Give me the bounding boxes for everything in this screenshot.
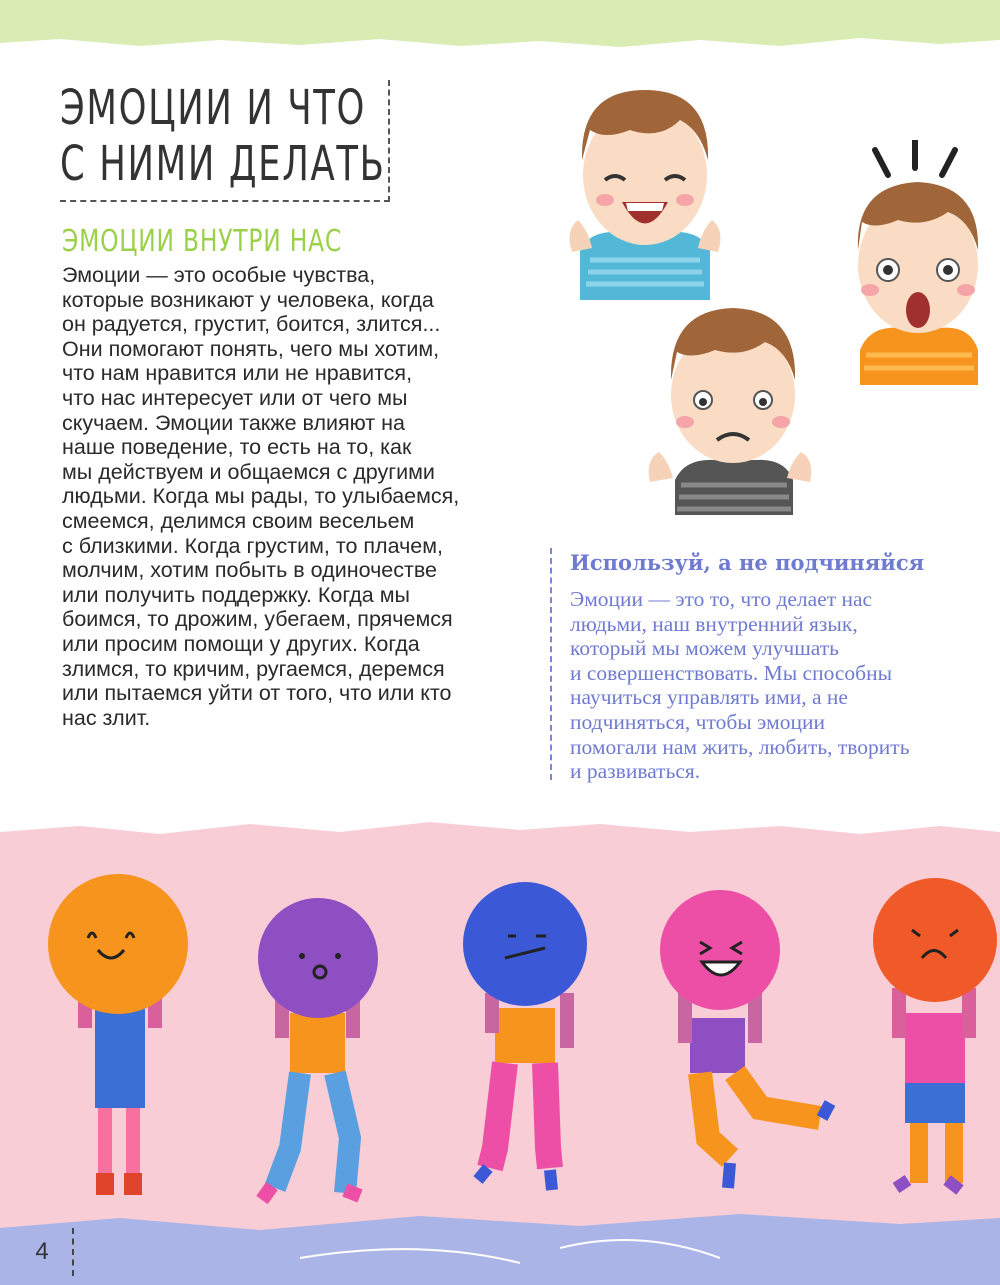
section-subtitle: ЭМОЦИИ ВНУТРИ НАС (62, 224, 343, 259)
title-line-1: ЭМОЦИИ И ЧТО (60, 80, 367, 136)
text-line: или получить поддержку. Когда мы (62, 582, 410, 607)
emotion-figures-illustration (0, 818, 1000, 1285)
text-line: смеемся, делимся своим весельем (62, 508, 415, 533)
text-line: молчим, хотим побыть в одиночестве (62, 558, 437, 583)
text-line: или просим помощи у других. Когда (62, 631, 420, 656)
text-line: нас злит. (62, 705, 151, 730)
tip-line: и совершенствовать. Мы способны (570, 660, 893, 685)
text-line: Эмоции — это особые чувства, (62, 263, 376, 287)
tip-line: помогали нам жить, любить, творить (570, 734, 910, 759)
tip-line: научиться управлять ими, а не (570, 685, 848, 710)
boy-sad-illustration (645, 300, 815, 515)
text-line: или пытаемся уйти от того, что или кто (62, 681, 452, 706)
text-line: что нам нравится или не нравится, (62, 361, 413, 386)
page-number: 4 (12, 1228, 74, 1276)
text-line: наше поведение, то есть на то, как (62, 435, 412, 460)
text-line: Они помогают понять, чего мы хотим, (62, 336, 440, 361)
tip-title: Используй, а не подчиняйся (570, 550, 925, 575)
text-line: людьми. Когда мы рады, то улыбаемся, (62, 484, 460, 509)
boy-surprised-illustration (830, 140, 1000, 385)
tip-box (550, 548, 1000, 784)
text-line: боимся, то дрожим, убегаем, прячемся (62, 607, 453, 632)
text-line: скучаем. Эмоции также влияют на (62, 410, 405, 435)
title-line-2: С НИМИ ДЕЛАТЬ (60, 136, 386, 192)
tip-line: Эмоции — это то, что делает нас (570, 587, 873, 611)
boy-happy-illustration (560, 80, 730, 300)
text-line: которые возникают у человека, когда (62, 287, 434, 312)
tip-line: подчиняться, чтобы эмоции (570, 709, 826, 734)
tip-line: людьми, наш внутренний язык, (570, 611, 858, 636)
main-paragraph (62, 263, 522, 730)
top-decor-band (0, 0, 1000, 52)
tip-text (570, 587, 1000, 784)
tip-line: который мы можем улучшать (570, 636, 839, 661)
text-line: с близкими. Когда грустим, то плачем, (62, 533, 443, 558)
text-line: что нас интересует или от чего мы (62, 385, 408, 410)
text-line: он радуется, грустит, боится, злится... (62, 312, 441, 337)
page-title (60, 80, 390, 202)
tip-line: и развиваться. (570, 759, 701, 784)
text-line: мы действуем и общаемся с другими (62, 459, 435, 484)
text-line: злимся, то кричим, ругаемся, деремся (62, 656, 445, 681)
